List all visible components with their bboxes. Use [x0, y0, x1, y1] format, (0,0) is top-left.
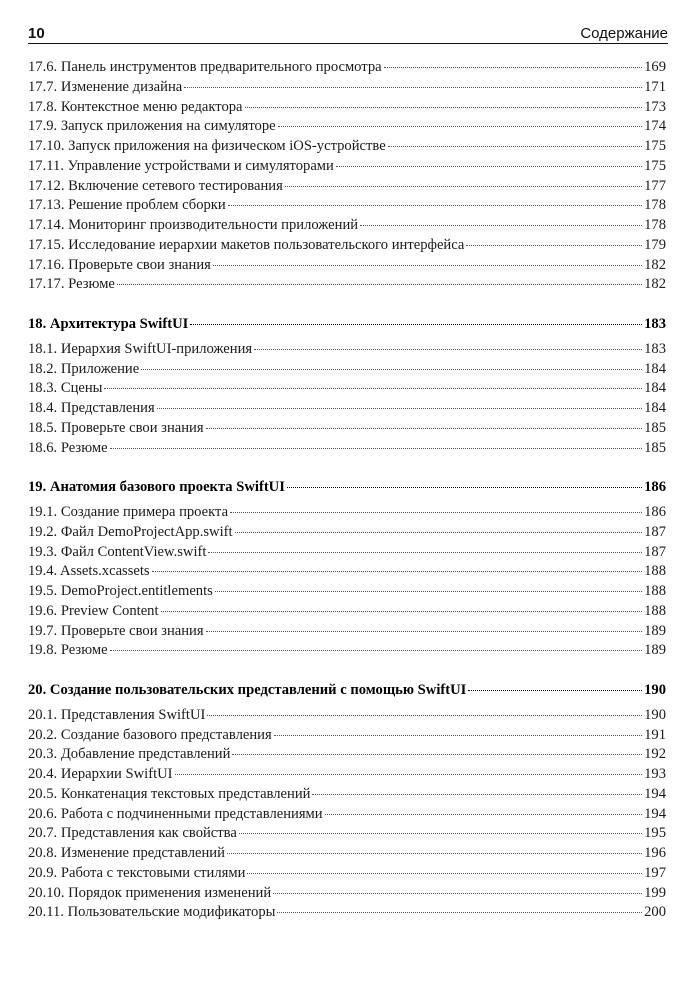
toc-entry-page: 184 — [644, 380, 666, 397]
toc-entry — [28, 563, 666, 583]
toc-entry — [28, 237, 666, 257]
dot-leader — [468, 689, 642, 691]
toc-entry-number: 18.6. — [28, 439, 58, 456]
toc-entry — [28, 642, 666, 662]
toc-entry-page: 174 — [644, 118, 666, 135]
toc-entry-text: Запуск приложения на физическом iOS-устройстве — [68, 138, 386, 154]
chapter-entry-text: Создание пользовательских представлений с помощью SwiftUI — [49, 682, 467, 698]
toc-entry-number: 20.4. — [28, 766, 58, 782]
section-gap — [28, 459, 666, 479]
toc-entry-title — [28, 865, 245, 882]
toc-entry-number: 17.11. — [28, 157, 64, 174]
toc-entry-number: 20.2. — [28, 726, 58, 743]
chapter-entry-title — [28, 479, 285, 496]
dot-leader — [206, 427, 643, 429]
toc-entry — [28, 400, 666, 420]
section-gap — [28, 662, 666, 682]
toc-entry-text: Проверьте свои знания — [68, 256, 211, 273]
dot-leader — [312, 793, 642, 795]
toc-entry-number: 19.4. — [28, 563, 58, 580]
toc-entry-text: Изменение представлений — [60, 845, 225, 861]
toc-entry-title — [28, 197, 226, 214]
toc-entry-text: Создание базового представления — [60, 726, 272, 743]
toc-entry-text: Панель инструментов предварительного просмотра — [60, 59, 382, 75]
toc-entry-text: Preview Content — [60, 602, 159, 619]
toc-entry-title — [28, 504, 228, 521]
toc-entry — [28, 707, 666, 727]
toc-entry-title — [28, 440, 108, 457]
toc-entry-text: Конкатенация текстовых представлений — [60, 785, 311, 802]
toc-entry-page: 178 — [644, 197, 666, 214]
dot-leader — [285, 185, 642, 187]
toc-entry-title — [28, 361, 139, 378]
toc-entry-title — [28, 380, 102, 397]
toc-entry — [28, 623, 666, 643]
dot-leader — [141, 368, 642, 370]
dot-leader — [384, 66, 642, 68]
dot-leader — [466, 244, 642, 246]
toc-entry-title — [28, 79, 182, 96]
dot-leader — [104, 387, 642, 389]
toc-entry — [28, 440, 666, 460]
toc-entry — [28, 746, 666, 766]
chapter-entry-title — [28, 682, 466, 699]
toc-entry-number: 17.6. — [28, 59, 58, 75]
toc-entry-page: 197 — [644, 864, 666, 881]
toc-entry-title — [28, 341, 252, 358]
toc-entry-page: 195 — [644, 825, 666, 842]
toc-entry — [28, 99, 666, 119]
toc-entry-page: 184 — [644, 400, 666, 416]
toc-entry-text: Иерархии SwiftUI — [60, 766, 173, 782]
toc-entry-text: Приложение — [60, 360, 140, 377]
page-header — [28, 20, 668, 42]
dot-leader — [325, 813, 643, 815]
toc-entry — [28, 825, 666, 845]
dot-leader — [161, 610, 643, 612]
toc-entry-title — [28, 603, 159, 620]
dot-leader — [245, 106, 643, 108]
toc-entry-number: 18.5. — [28, 419, 58, 436]
running-title: Содержание — [580, 25, 668, 42]
page-number: 10 — [28, 25, 45, 42]
toc-entry-number: 17.7. — [28, 78, 58, 95]
toc-entry-text: Контекстное меню редактора — [60, 98, 243, 115]
toc-entry-title — [28, 766, 173, 783]
toc-entry-text: Иерархия SwiftUI-приложения — [60, 340, 253, 357]
dot-leader — [227, 852, 642, 854]
toc-entry — [28, 766, 666, 786]
toc-entry-text: Запуск приложения на симуляторе — [60, 118, 276, 135]
toc-entry-title — [28, 544, 206, 561]
toc-entry-number: 19.7. — [28, 622, 58, 639]
toc-entry-title — [28, 524, 233, 541]
dot-leader — [277, 911, 642, 913]
toc-entry-text: Представления — [60, 400, 155, 416]
toc-entry-title — [28, 158, 334, 175]
toc-entry — [28, 217, 666, 237]
toc-entry-text: Assets.xcassets — [60, 563, 150, 580]
toc-entry-number: 17.13. — [28, 197, 65, 214]
dot-leader — [230, 511, 642, 513]
chapter-entry-text: Архитектура SwiftUI — [49, 316, 189, 332]
toc-entry-number: 18.2. — [28, 360, 58, 377]
toc-entry — [28, 257, 666, 277]
dot-leader — [190, 323, 642, 325]
toc-entry-number: 17.10. — [28, 138, 65, 154]
toc-entry-title — [28, 118, 276, 135]
toc-entry-page: 175 — [644, 157, 666, 174]
dot-leader — [360, 224, 642, 226]
header-rule — [28, 43, 668, 44]
toc-entry-page: 193 — [644, 766, 666, 782]
toc-entry-text: Представления SwiftUI — [60, 706, 206, 723]
toc-entry — [28, 138, 666, 158]
dot-leader — [110, 649, 642, 651]
toc-entry-page: 188 — [644, 602, 666, 619]
toc-entry-number: 20.8. — [28, 845, 58, 861]
dot-leader — [110, 447, 642, 449]
toc-entry-number: 20.6. — [28, 805, 58, 822]
toc-entry — [28, 845, 666, 865]
toc-entry-title — [28, 786, 310, 803]
toc-entry-title — [28, 623, 204, 640]
toc-entry — [28, 276, 666, 296]
toc-entry-page: 191 — [644, 726, 666, 743]
dot-leader — [235, 531, 643, 533]
toc-entry-title — [28, 825, 237, 842]
chapter-entry-title — [28, 316, 188, 333]
dot-leader — [232, 753, 642, 755]
toc-entry-title — [28, 845, 225, 862]
toc-entry-title — [28, 217, 358, 234]
toc-entry — [28, 504, 666, 524]
dot-leader — [184, 86, 642, 88]
toc-entry-title — [28, 885, 271, 902]
dot-leader — [208, 551, 642, 553]
toc-entry — [28, 380, 666, 400]
toc-entry-title — [28, 563, 150, 580]
toc-entry-text: Пользовательские модификаторы — [67, 904, 276, 921]
toc-entry-page: 200 — [644, 904, 666, 921]
dot-leader — [278, 125, 643, 127]
toc-entry-number: 20.5. — [28, 785, 58, 802]
toc-entry-text: Проверьте свои знания — [60, 419, 204, 436]
toc-entry-page: 182 — [644, 276, 666, 293]
dot-leader — [287, 486, 642, 488]
toc-entry — [28, 865, 666, 885]
toc-entry-text: Включение сетевого тестирования — [68, 177, 283, 194]
toc-entry-number: 17.14. — [28, 217, 65, 233]
dot-leader — [117, 283, 642, 285]
toc-entry — [28, 727, 666, 747]
toc-entry-title — [28, 707, 205, 724]
chapter-entry — [28, 682, 666, 702]
toc-entry-page: 185 — [644, 439, 666, 456]
toc-entry-title — [28, 178, 283, 195]
chapter-entry-number: 20. — [28, 682, 47, 698]
toc-entry-number: 20.1. — [28, 706, 58, 723]
toc-entry-number: 18.4. — [28, 400, 58, 416]
toc-entry-text: Мониторинг производительности приложений — [68, 217, 359, 233]
toc-entry-number: 20.11. — [28, 904, 64, 921]
toc-entry — [28, 59, 666, 79]
toc-entry-number: 19.1. — [28, 504, 58, 520]
toc-entry-page: 171 — [644, 78, 666, 95]
chapter-entry — [28, 479, 666, 499]
chapter-entry-page: 190 — [644, 682, 666, 698]
toc-entry — [28, 806, 666, 826]
toc-entry-page: 175 — [644, 138, 666, 154]
toc-entry — [28, 341, 666, 361]
toc-entry-page: 192 — [644, 746, 666, 763]
toc-entry-number: 17.9. — [28, 118, 58, 135]
toc-entry-page: 182 — [644, 256, 666, 273]
toc-entry-number: 18.1. — [28, 340, 58, 357]
toc-entry-title — [28, 420, 204, 437]
toc-entry-page: 177 — [644, 177, 666, 194]
toc-entry-number: 19.3. — [28, 543, 58, 560]
toc-entry-page: 188 — [644, 583, 666, 599]
dot-leader — [228, 204, 642, 206]
toc-entry-page: 196 — [644, 845, 666, 861]
toc-entry-number: 17.17. — [28, 276, 65, 293]
toc-entry-text: Изменение дизайна — [60, 78, 183, 95]
toc-entry — [28, 524, 666, 544]
toc-entry-number: 19.8. — [28, 642, 58, 659]
toc-entry-page: 188 — [644, 563, 666, 580]
toc-entry — [28, 904, 666, 924]
toc-entry-text: Работа с подчиненными представлениями — [60, 805, 323, 822]
toc-entry-number: 19.5. — [28, 583, 58, 599]
toc-entry-number: 20.3. — [28, 746, 58, 763]
toc-entry-title — [28, 904, 275, 921]
toc-entry-text: Управление устройствами и симуляторами — [67, 157, 334, 174]
toc-entry-text: Проверьте свои знания — [60, 622, 204, 639]
toc-entry-text: Резюме — [60, 439, 108, 456]
toc-entry-text: Представления как свойства — [60, 825, 237, 842]
toc-entry — [28, 178, 666, 198]
dot-leader — [152, 570, 642, 572]
toc-entry — [28, 197, 666, 217]
toc-entry-number: 19.2. — [28, 523, 58, 540]
toc-entry-number: 17.12. — [28, 177, 65, 194]
toc-entry-title — [28, 746, 230, 763]
toc-entry-text: Сцены — [60, 380, 103, 397]
toc-entry-page: 184 — [644, 360, 666, 377]
toc-entry-text: Порядок применения изменений — [68, 884, 272, 901]
toc-entry-text: Решение проблем сборки — [68, 197, 226, 214]
toc-entry-page: 183 — [644, 340, 666, 357]
table-of-contents — [28, 59, 666, 924]
toc-entry-number: 20.9. — [28, 864, 58, 881]
toc-entry — [28, 786, 666, 806]
dot-leader — [213, 264, 642, 266]
dot-leader — [336, 165, 642, 167]
toc-entry-text: Резюме — [68, 276, 115, 293]
toc-entry-number: 17.16. — [28, 256, 65, 273]
toc-entry-page: 190 — [644, 706, 666, 723]
chapter-entry-number: 19. — [28, 479, 47, 496]
dot-leader — [274, 734, 642, 736]
toc-entry-title — [28, 99, 243, 116]
toc-entry-title — [28, 583, 213, 600]
toc-entry — [28, 420, 666, 440]
toc-entry-page: 169 — [644, 59, 666, 75]
dot-leader — [175, 773, 643, 775]
toc-entry-text: Файл ContentView.swift — [60, 543, 207, 560]
chapter-entry — [28, 316, 666, 336]
section-gap — [28, 296, 666, 316]
toc-entry-page: 178 — [644, 217, 666, 233]
toc-entry-title — [28, 237, 464, 254]
toc-entry-page: 185 — [644, 419, 666, 436]
toc-entry-title — [28, 642, 108, 659]
toc-entry — [28, 583, 666, 603]
toc-entry-number: 18.3. — [28, 380, 58, 397]
toc-entry-title — [28, 276, 115, 293]
toc-entry-page: 173 — [644, 98, 666, 115]
toc-entry-text: Работа с текстовыми стилями — [60, 864, 246, 881]
toc-entry — [28, 158, 666, 178]
toc-entry-page: 187 — [644, 543, 666, 560]
toc-entry — [28, 885, 666, 905]
dot-leader — [215, 590, 642, 592]
toc-entry-page: 186 — [644, 504, 666, 520]
dot-leader — [273, 892, 642, 894]
dot-leader — [388, 145, 642, 147]
toc-entry-number: 20.7. — [28, 825, 58, 842]
toc-entry-page: 189 — [644, 642, 666, 659]
toc-entry-page: 189 — [644, 622, 666, 639]
toc-entry-title — [28, 806, 323, 823]
toc-entry-title — [28, 400, 155, 417]
toc-entry-page: 194 — [644, 805, 666, 822]
toc-entry-title — [28, 138, 386, 155]
toc-entry-number: 20.10. — [28, 884, 65, 901]
toc-entry-text: Файл DemoProjectApp.swift — [60, 523, 233, 540]
toc-entry — [28, 603, 666, 623]
toc-entry-text: Добавление представлений — [60, 746, 231, 763]
toc-entry — [28, 544, 666, 564]
toc-entry — [28, 118, 666, 138]
chapter-entry-page: 183 — [644, 316, 666, 332]
chapter-entry-text: Анатомия базового проекта SwiftUI — [49, 479, 285, 496]
toc-entry-number: 17.8. — [28, 98, 58, 115]
chapter-entry-number: 18. — [28, 316, 47, 332]
dot-leader — [247, 872, 642, 874]
dot-leader — [157, 407, 642, 409]
toc-entry-page: 194 — [644, 785, 666, 802]
dot-leader — [254, 348, 642, 350]
toc-entry-text: Резюме — [60, 642, 108, 659]
toc-entry-title — [28, 257, 211, 274]
dot-leader — [206, 630, 643, 632]
toc-entry-page: 179 — [644, 236, 666, 253]
toc-entry-text: Создание примера проекта — [60, 504, 229, 520]
toc-entry-title — [28, 59, 382, 76]
toc-entry-title — [28, 727, 272, 744]
dot-leader — [239, 832, 642, 834]
toc-entry-number: 19.6. — [28, 602, 58, 619]
chapter-entry-page: 186 — [644, 479, 666, 496]
toc-entry — [28, 79, 666, 99]
dot-leader — [207, 714, 642, 716]
toc-entry-text: DemoProject.entitlements — [60, 583, 213, 599]
toc-entry-page: 199 — [644, 884, 666, 901]
toc-entry-number: 17.15. — [28, 236, 65, 253]
toc-entry-text: Исследование иерархии макетов пользовательского интерфейса — [68, 236, 465, 253]
toc-entry — [28, 361, 666, 381]
toc-entry-page: 187 — [644, 523, 666, 540]
